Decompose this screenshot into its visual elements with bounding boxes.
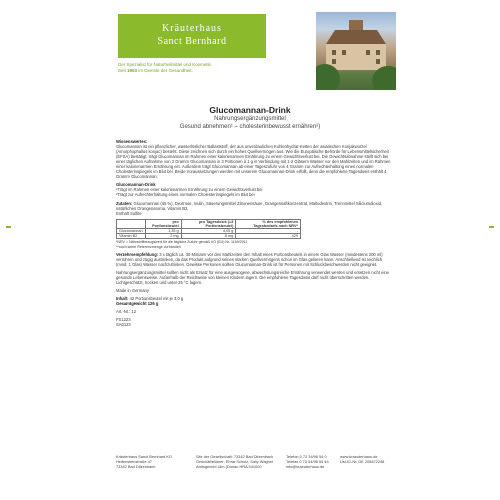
tagline-year: 1903 <box>127 68 138 73</box>
photo-roof <box>326 30 386 44</box>
table-notes <box>116 240 394 248</box>
batch-codes <box>116 317 394 327</box>
product-title: Glucomannan-Drink <box>209 105 291 115</box>
footer-line: Telefon 0 73 34/96 54 0 <box>286 454 327 459</box>
footer-contact <box>286 454 329 469</box>
table-cell: 429 <box>236 234 301 239</box>
footer-line: Helfensteinstraße 47 <box>116 459 152 464</box>
photo-window <box>332 59 336 64</box>
nutrition-table <box>116 219 301 240</box>
wissenswertes-section <box>116 139 394 179</box>
verzehr-text: 3 x täglich ca. 30 Minuten vor den Mahlzeiten den Inhalt eines Portionsbeutels in einem Glas Wasser (mindestens 200 ml) verrühren und zügig austrinken, da das Produkt aufgrund seines starken Quellvermögens schon im Glas gelieren kann. Anschließend ist reichlich (mind. 1 Glas) Wasser nachzutrinken. Gewisse Personen sollten Glucomannan-Drink ist für Personen mit Schluckbeschwerden nicht geeignet. <box>116 251 383 267</box>
product-info <box>116 139 394 330</box>
table-header-cell: pro Portionsbeutel <box>145 219 181 228</box>
zutaten-text: Glucomannan (45 %), Dextrose, Inulin, Säuerungsmittel Zitronensäure, Orangensaftkonzentrat, Maltodextrin, Trennmittel Siliciumdioxid, natürliches Orangenaroma, Vitamin B2. <box>116 200 383 211</box>
table-note-2: **noch keine Referenzmenge vorhanden <box>116 244 181 249</box>
article-number: Art.-Nr.: 12 <box>116 309 137 315</box>
photo-window <box>376 50 380 55</box>
table-header-cell: pro Tagesdosis (=3 Portionsbeutel) <box>181 219 236 228</box>
brand-name-line2: Sanct Bernhard <box>157 36 227 47</box>
footer-line: Telefax 0 73 34/96 54 44 <box>286 459 329 464</box>
zutaten-note: Enthält Sulfite <box>116 210 142 216</box>
fold-mark-left <box>6 226 11 228</box>
footer-line: Ust-ID-Nr. DE 205872248 <box>340 459 385 464</box>
tagline-line2 <box>118 68 308 74</box>
footer-line: info@kraeuterhaus.de <box>286 464 325 469</box>
made-in: Made in Germany <box>116 288 149 294</box>
nutrition-table-header <box>117 219 301 228</box>
wissenswertes-heading: Wissenswertes: <box>116 139 148 144</box>
hinweis-paragraph: Nahrungsergänzungsmittel sollten nicht als Ersatz für eine ausgewogene, abwechslungsreiche Ernährung verwendet werden und ersetzen nicht eine gesunde Lebensweise. Außerhalb der Reichweite von kleinen Kindern lagern. Die empfohlene Tagesdosis darf nicht überschritten werden. Lichtgeschützt, trocken und unter 25 °C lagern. <box>116 270 389 286</box>
building-photo <box>316 12 396 90</box>
claim-bullet-2: ²Trägt zur Aufrechterhaltung eines normalen Cholesterinspiegels im Blut bei <box>116 192 255 198</box>
photo-window <box>376 59 380 64</box>
table-cell: Vitamin B2 <box>117 234 146 239</box>
drink-section <box>116 182 394 197</box>
tagline-post: im Dienste der Gesundheit. <box>137 68 193 73</box>
letterhead <box>0 0 500 98</box>
footer-company <box>116 454 172 469</box>
verzehr-heading: Verzehrsempfehlung: <box>116 251 159 257</box>
photo-facade <box>326 44 386 70</box>
inhalt-label: Inhalt: <box>116 296 129 302</box>
tagline-pre: Seit <box>118 68 128 73</box>
footer-line: Sitz der Gesellschaft: 73342 Bad Ditzenbach <box>196 454 274 459</box>
photo-tree <box>372 66 396 90</box>
footer-line: Amtsgericht Ulm (Donau HRA 541000 <box>196 464 262 469</box>
table-cell: 6 mg <box>181 234 236 239</box>
fold-mark-right <box>489 226 494 228</box>
product-claim: Gesund abnehmen¹ – cholesterinbewusst ernähren²) <box>179 124 321 130</box>
table-cell: 1,35 g <box>145 229 181 234</box>
footer-web <box>340 454 384 464</box>
footer-legal <box>196 454 273 469</box>
photo-window <box>366 50 370 55</box>
tagline-line1: Der Spezialist für Naturheilmittel und Kosmetik. <box>118 62 213 67</box>
brand-name-line1: Kräuterhaus <box>162 23 222 34</box>
table-cell: Glucomannan <box>117 229 146 234</box>
table-cell: 4,05 g <box>181 229 236 234</box>
footer-line: 73342 Bad Ditzenbach <box>116 464 156 469</box>
inhalt-value: 42 Portionsbeutel mit je 3,0 g <box>128 296 184 302</box>
verzehr-section <box>116 252 394 267</box>
footer-line: Geschäftsführer: Ehrar Schulz, Sally Wagner <box>196 459 274 464</box>
photo-window <box>342 50 346 55</box>
wissenswertes-text: Glucomannan ist ein pflanzlicher, wasserlöslicher Ballaststoff, der aus unverdaulichen Kohlenhydrat-Ketten der asiatischen Konjakwurzel (Amorphophallus konjac) besteht. Diese zeichnen sich durch ein hohes Quellvermögen aus. Wie die Europäische Behörde für Lebensmittelsicherheit (EFSA) bestätigt, trägt Glucomannan im Rahmen einer kalorienarmen Ernährung zu einem Gewichtsverlust bei. Die Gewichtsabnahme stellt sich bei einer täglichen Aufnahme von 3 Gramm Glucomannan in 3 Portionen à 1 g in Verbindung mit 1-2 Gläsern Wasser vor den Mahlzeiten und im Rahmen einer kalorienarmen Ernährung ein. Außerdem trägt Glucomannan ab einer Tageszufuhr von 4 Gramm zur Aufrechterhaltung eines normalen Cholesterinspiegels im Blut bei. Beide Voraussetzungen werden mit unserem Glucomannan-Drink erfüllt, denn die empfohlene Tagesdosis enthält 4 Gramm Glucomannan. <box>116 144 391 180</box>
brand-tagline <box>118 62 308 74</box>
inhalt-section <box>116 296 394 306</box>
product-subtitle: Nahrungsergänzungsmittel <box>214 116 286 122</box>
table-header-cell: % des empfohlenen Tagesbedarfs nach NRV* <box>236 219 301 228</box>
batch-code-1: FS1223 <box>116 317 131 323</box>
table-cell: - <box>236 229 301 234</box>
footer-line: www.kraeuterhaus.de <box>340 454 378 459</box>
table-row <box>117 234 301 239</box>
claim-bullet-1: ¹Trägt im Rahmen einer kalorienarmen Ernährung zu einem Gewichtsverlust bei <box>116 187 263 193</box>
table-note-1: *NRV = Nährstoffbezugswert für die tägliche Zufuhr gemäß VO (EU) Nr. 1169/2011 <box>116 240 248 245</box>
zutaten-section <box>116 201 394 216</box>
footer-line: Kräuterhaus Sanct Bernhard KG <box>116 454 173 459</box>
photo-window <box>332 50 336 55</box>
table-header-cell <box>117 219 146 228</box>
brand-logo <box>118 14 266 58</box>
table-cell: 2 mg <box>145 234 181 239</box>
gesamtgewicht: Gesamtgewicht 126 g <box>116 301 159 307</box>
zutaten-heading: Zutaten: <box>116 200 133 206</box>
batch-code-2: SA0123 <box>116 322 131 328</box>
drink-heading: Glucomannan-Drink <box>116 182 156 188</box>
